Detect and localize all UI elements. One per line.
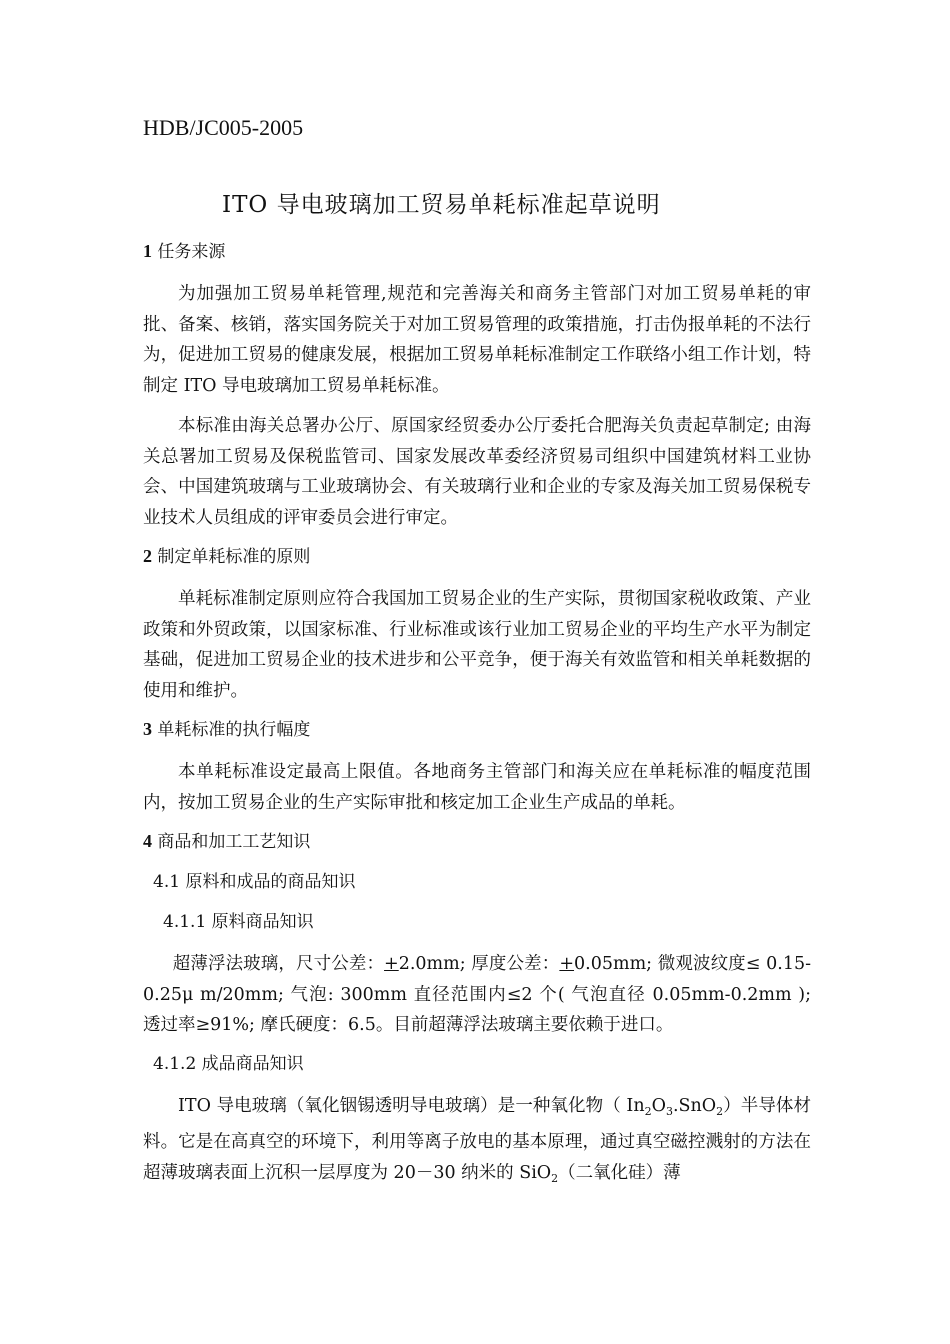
subscript: 2 — [551, 1171, 559, 1185]
section-number: 1 — [143, 241, 152, 261]
section-2-paragraph-1: 单耗标准制定原则应符合我国加工贸易企业的生产实际，贯彻国家税收政策、产业政策和外贸政策，以国家标准、行业标准或该行业加工贸易企业的平均生产水平为制定基础，促进加工贸易企业的技术进步和公平竞争，便于海关有效监管和相关单耗数据的使用和维护。 — [143, 589, 811, 701]
subscript: 2 — [644, 1104, 652, 1118]
raw-text-c: 0.05mm; 微观波纹度≤ 0.15-0.25μ m/20mm; 气泡: 300mm 直径范围内≤2 个( 气泡直径 0.05mm-0.2mm ); 透过率≥91%; 摩氏硬度：6.5。目前超薄浮法玻璃主要依赖于进口。 — [143, 954, 812, 1035]
section-1-paragraph-2: 本标准由海关总署办公厅、原国家经贸委办公厅委托合肥海关负责起草制定; 由海关总署加工贸易及保税监管司、国家发展改革委经济贸易司组织中国建筑材料工业协会、中国建筑玻璃与工业玻璃协会、有关玻璃行业和企业的专家及海关加工贸易保税专业技术人员组成的评审委员会进行审定。 — [143, 416, 811, 528]
plus-minus-sign: + — [559, 954, 575, 974]
section-number: 3 — [143, 719, 152, 739]
section-3-paragraph-1: 本单耗标准设定最高上限值。各地商务主管部门和海关应在单耗标准的幅度范围内，按加工贸易企业的生产实际审批和核定加工企业生产成品的单耗。 — [143, 762, 811, 813]
prod-text-a: ITO 导电玻璃（氧化铟锡透明导电玻璃）是一种氧化物（ In — [178, 1095, 645, 1116]
prod-text-b: O — [651, 1095, 666, 1116]
subsection-4-1-1-heading: 4.1.1 原料商品知识 — [163, 912, 314, 932]
raw-text-b: 2.0mm; 厚度公差： — [398, 954, 560, 974]
document-body — [143, 238, 811, 1204]
document-code: HDB/JC005-2005 — [143, 115, 304, 140]
subscript: 2 — [716, 1104, 724, 1118]
section-title: 商品和加工工艺知识 — [157, 832, 311, 852]
prod-text-d: ）半导体材料。它是在高真空的环境下，利用等离子放电的基本原理，通过真空磁控溅射的方法在超薄玻璃表面上沉积一层厚度为 20－30 纳米的 SiO — [143, 1095, 811, 1183]
document-title: ITO 导电玻璃加工贸易单耗标准起草说明 — [222, 192, 661, 218]
plus-minus-sign: + — [384, 954, 399, 974]
section-title: 制定单耗标准的原则 — [157, 547, 311, 567]
section-2-heading — [143, 543, 811, 570]
subsection-4-1-2-heading: 4.1.2 成品商品知识 — [153, 1053, 304, 1074]
section-number: 2 — [143, 546, 152, 566]
section-title: 任务来源 — [157, 242, 226, 262]
raw-material-paragraph — [143, 949, 811, 1041]
section-number: 4 — [143, 831, 152, 851]
prod-text-c: .SnO — [672, 1095, 717, 1116]
subscript: 3 — [665, 1104, 673, 1118]
section-title: 单耗标准的执行幅度 — [157, 720, 311, 740]
section-1-paragraph-1: 为加强加工贸易单耗管理,规范和完善海关和商务主管部门对加工贸易单耗的审批、备案、核销，落实国务院关于对加工贸易管理的政策措施，打击伪报单耗的不法行为，促进加工贸易的健康发展，根据加工贸易单耗标准制定工作联络小组工作计划，特制定 ITO 导电玻璃加工贸易单耗标准。 — [143, 284, 811, 396]
product-paragraph — [143, 1091, 811, 1195]
subsection-4-1-heading: 4.1 原料和成品的商品知识 — [153, 872, 356, 892]
section-4-heading — [143, 828, 811, 855]
section-3-heading — [143, 716, 811, 743]
section-1-heading — [143, 238, 811, 265]
prod-text-e: （二氧化硅）薄 — [558, 1162, 681, 1183]
raw-text-a: 超薄浮法玻璃，尺寸公差： — [172, 954, 385, 974]
